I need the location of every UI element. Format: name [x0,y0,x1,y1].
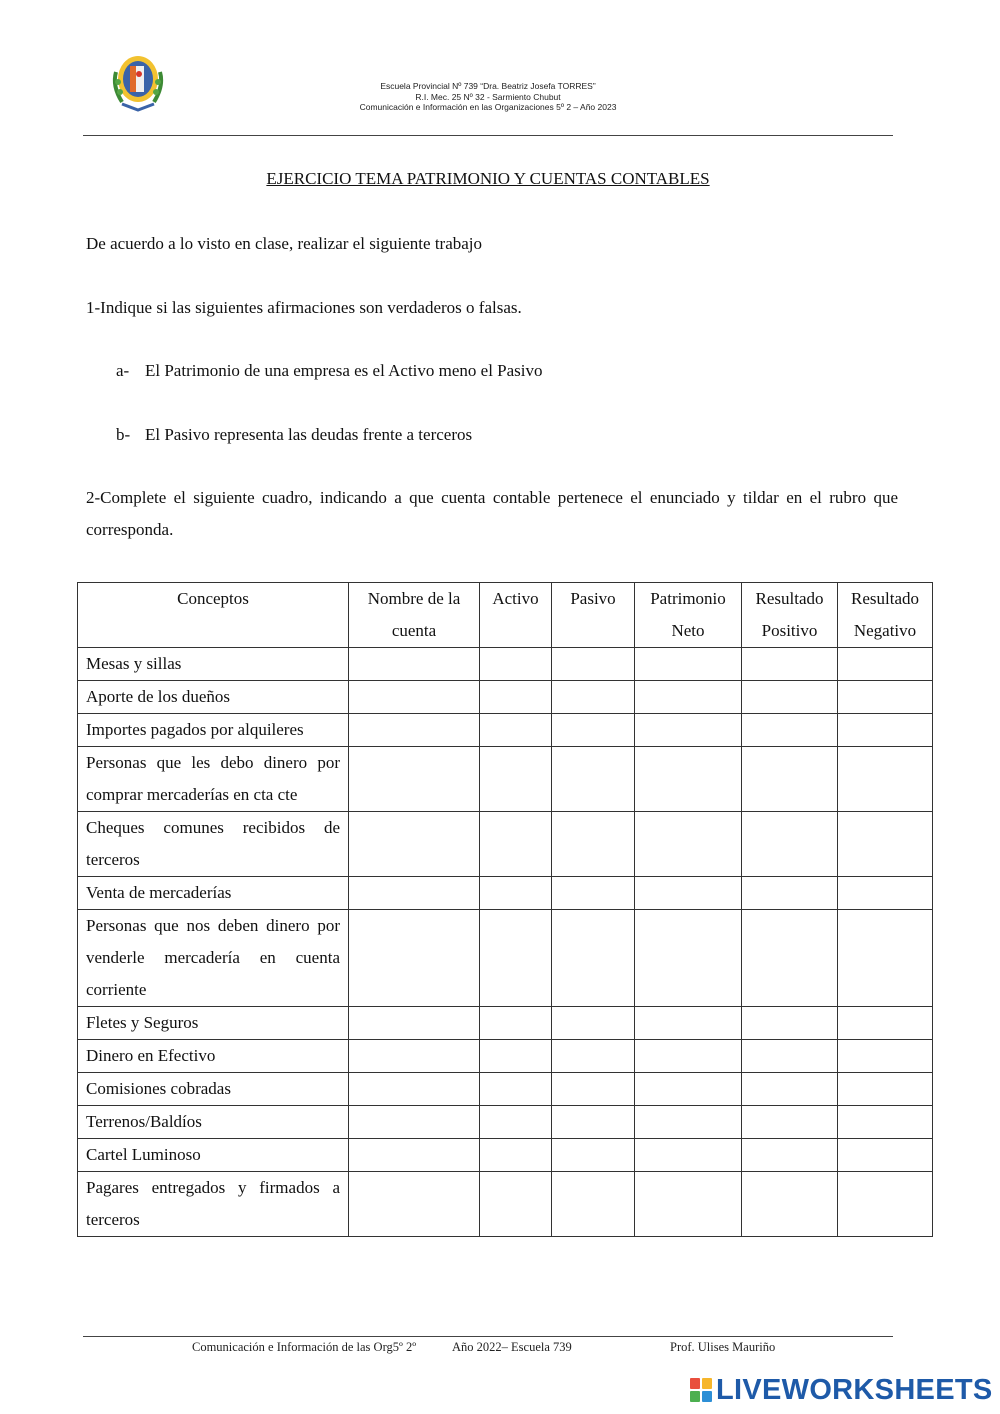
concept-cell: Dinero en Efectivo [78,1040,349,1073]
footer-teacher: Prof. Ulises Mauriño [670,1340,776,1354]
liveworksheets-wordmark: LIVEWORKSHEETS [716,1373,993,1406]
answer-cell[interactable] [552,747,635,812]
course-line: Comunicación e Información en las Organizaciones 5º 2 – Año 2023 [359,102,617,112]
answer-cell[interactable] [742,1106,838,1139]
answer-cell[interactable] [349,910,480,1007]
answer-cell[interactable] [635,1106,742,1139]
mark-square [702,1378,712,1389]
answer-cell[interactable] [480,812,552,877]
answer-cell[interactable] [480,747,552,812]
concept-cell: Personas que nos deben dinero por venderle mercadería en cuenta corriente [78,910,349,1007]
answer-cell[interactable] [349,747,480,812]
answer-cell[interactable] [742,714,838,747]
concept-cell: Fletes y Seguros [78,1007,349,1040]
answer-cell[interactable] [742,648,838,681]
table-body [78,648,933,1237]
answer-cell[interactable] [838,681,933,714]
column-header: Resultado Negativo [838,583,933,648]
answer-cell[interactable] [552,877,635,910]
concept-cell: Terrenos/Baldíos [78,1106,349,1139]
answer-cell[interactable] [838,1106,933,1139]
table-row [78,1007,933,1040]
answer-cell[interactable] [635,681,742,714]
answer-cell[interactable] [635,648,742,681]
answer-cell[interactable] [349,1106,480,1139]
column-header: Resultado Positivo [742,583,838,648]
answer-cell[interactable] [552,1139,635,1172]
table-row [78,1073,933,1106]
answer-cell[interactable] [635,877,742,910]
answer-cell[interactable] [552,1073,635,1106]
table-row [78,1106,933,1139]
answer-cell[interactable] [349,812,480,877]
concept-cell: Personas que les debo dinero por comprar mercaderías en cta cte [78,747,349,812]
answer-cell[interactable] [349,1073,480,1106]
table-row [78,747,933,812]
answer-cell[interactable] [349,648,480,681]
answer-cell[interactable] [349,1172,480,1237]
table-row [78,681,933,714]
question-1-item-a [116,355,543,387]
answer-cell[interactable] [742,910,838,1007]
answer-cell[interactable] [480,1007,552,1040]
answer-cell[interactable] [552,1172,635,1237]
answer-cell[interactable] [349,1139,480,1172]
answer-cell[interactable] [552,910,635,1007]
answer-cell[interactable] [838,1073,933,1106]
mark-square [690,1391,700,1402]
answer-cell[interactable] [838,910,933,1007]
answer-cell[interactable] [552,648,635,681]
column-header: Patrimonio Neto [635,583,742,648]
question-2-prompt: 2-Complete el siguiente cuadro, indicando a que cuenta contable pertenece el enunciado y tildar en el rubro que corresponda. [86,488,898,539]
answer-cell[interactable] [480,714,552,747]
table-row [78,1172,933,1237]
concept-cell: Aporte de los dueños [78,681,349,714]
table-row [78,1139,933,1172]
column-header: Conceptos [78,583,349,648]
answer-cell[interactable] [480,1139,552,1172]
answer-cell[interactable] [480,1040,552,1073]
table-row [78,714,933,747]
accounts-table [77,582,933,1237]
table-row [78,910,933,1007]
answer-cell[interactable] [480,1172,552,1237]
answer-cell[interactable] [838,812,933,877]
answer-cell[interactable] [742,747,838,812]
answer-cell[interactable] [480,1106,552,1139]
answer-cell[interactable] [838,1040,933,1073]
table-row [78,877,933,910]
item-marker: b- [116,425,131,444]
school-name: Escuela Provincial Nº 739 “Dra. Beatriz Josefa TORRES” [380,81,596,91]
answer-cell[interactable] [349,714,480,747]
answer-cell[interactable] [635,812,742,877]
item-text: El Pasivo representa las deudas frente a terceros [145,425,473,444]
footer-year-school: Año 2022– Escuela 739 [452,1340,572,1354]
answer-cell[interactable] [838,648,933,681]
question-1-item-b [116,419,472,451]
answer-cell[interactable] [838,714,933,747]
answer-cell[interactable] [349,877,480,910]
answer-cell[interactable] [635,1139,742,1172]
table-row [78,812,933,877]
answer-cell[interactable] [838,747,933,812]
answer-cell[interactable] [552,1040,635,1073]
answer-cell[interactable] [480,910,552,1007]
concept-cell: Mesas y sillas [78,648,349,681]
liveworksheets-logo[interactable] [690,1373,993,1407]
answer-cell[interactable] [635,1040,742,1073]
answer-cell[interactable] [349,1040,480,1073]
column-header: Activo [480,583,552,648]
school-header [290,81,686,113]
answer-cell[interactable] [635,1172,742,1237]
item-marker: a- [116,361,130,380]
school-registry: R.I. Mec. 25 Nº 32 - Sarmiento Chubut [415,91,561,102]
school-emblem-logo [108,52,166,112]
mark-square [702,1391,712,1402]
answer-cell[interactable] [838,1139,933,1172]
answer-cell[interactable] [742,681,838,714]
answer-cell[interactable] [838,877,933,910]
concept-cell: Importes pagados por alquileres [78,714,349,747]
answer-cell[interactable] [742,1040,838,1073]
answer-cell[interactable] [552,1106,635,1139]
answer-cell[interactable] [742,1007,838,1040]
answer-cell[interactable] [552,1007,635,1040]
answer-cell[interactable] [552,714,635,747]
concept-cell: Comisiones cobradas [78,1073,349,1106]
answer-cell[interactable] [742,1073,838,1106]
table-header-row [78,583,933,648]
footer-course: Comunicación e Información de las Org5º 2º [192,1340,417,1354]
answer-cell[interactable] [480,877,552,910]
answer-cell[interactable] [552,681,635,714]
answer-cell[interactable] [742,877,838,910]
answer-cell[interactable] [742,1172,838,1237]
answer-cell[interactable] [742,1139,838,1172]
column-header: Pasivo [552,583,635,648]
page-title: EJERCICIO TEMA PATRIMONIO Y CUENTAS CONTABLES [266,169,710,188]
concept-cell: Cartel Luminoso [78,1139,349,1172]
answer-cell[interactable] [349,681,480,714]
concept-cell: Cheques comunes recibidos de terceros [78,812,349,877]
question-1-prompt: 1-Indique si las siguientes afirmaciones son verdaderos o falsas. [86,298,522,317]
item-text: El Patrimonio de una empresa es el Activo meno el Pasivo [145,361,543,380]
answer-cell[interactable] [838,1172,933,1237]
answer-cell[interactable] [635,714,742,747]
concept-cell: Venta de mercaderías [78,877,349,910]
answer-cell[interactable] [480,648,552,681]
footer-divider [83,1336,893,1337]
table-row [78,1040,933,1073]
answer-cell[interactable] [635,910,742,1007]
answer-cell[interactable] [552,812,635,877]
liveworksheets-mark-icon [690,1378,712,1402]
answer-cell[interactable] [635,1073,742,1106]
mark-square [690,1378,700,1389]
intro-text: De acuerdo a lo visto en clase, realizar el siguiente trabajo [86,234,483,253]
concept-cell: Pagares entregados y firmados a terceros [78,1172,349,1237]
table-row [78,648,933,681]
column-header: Nombre de la cuenta [349,583,480,648]
answer-cell[interactable] [349,1007,480,1040]
answer-cell[interactable] [635,747,742,812]
answer-cell[interactable] [838,1007,933,1040]
header-divider [83,135,893,136]
answer-cell[interactable] [480,681,552,714]
answer-cell[interactable] [742,812,838,877]
answer-cell[interactable] [480,1073,552,1106]
answer-cell[interactable] [635,1007,742,1040]
